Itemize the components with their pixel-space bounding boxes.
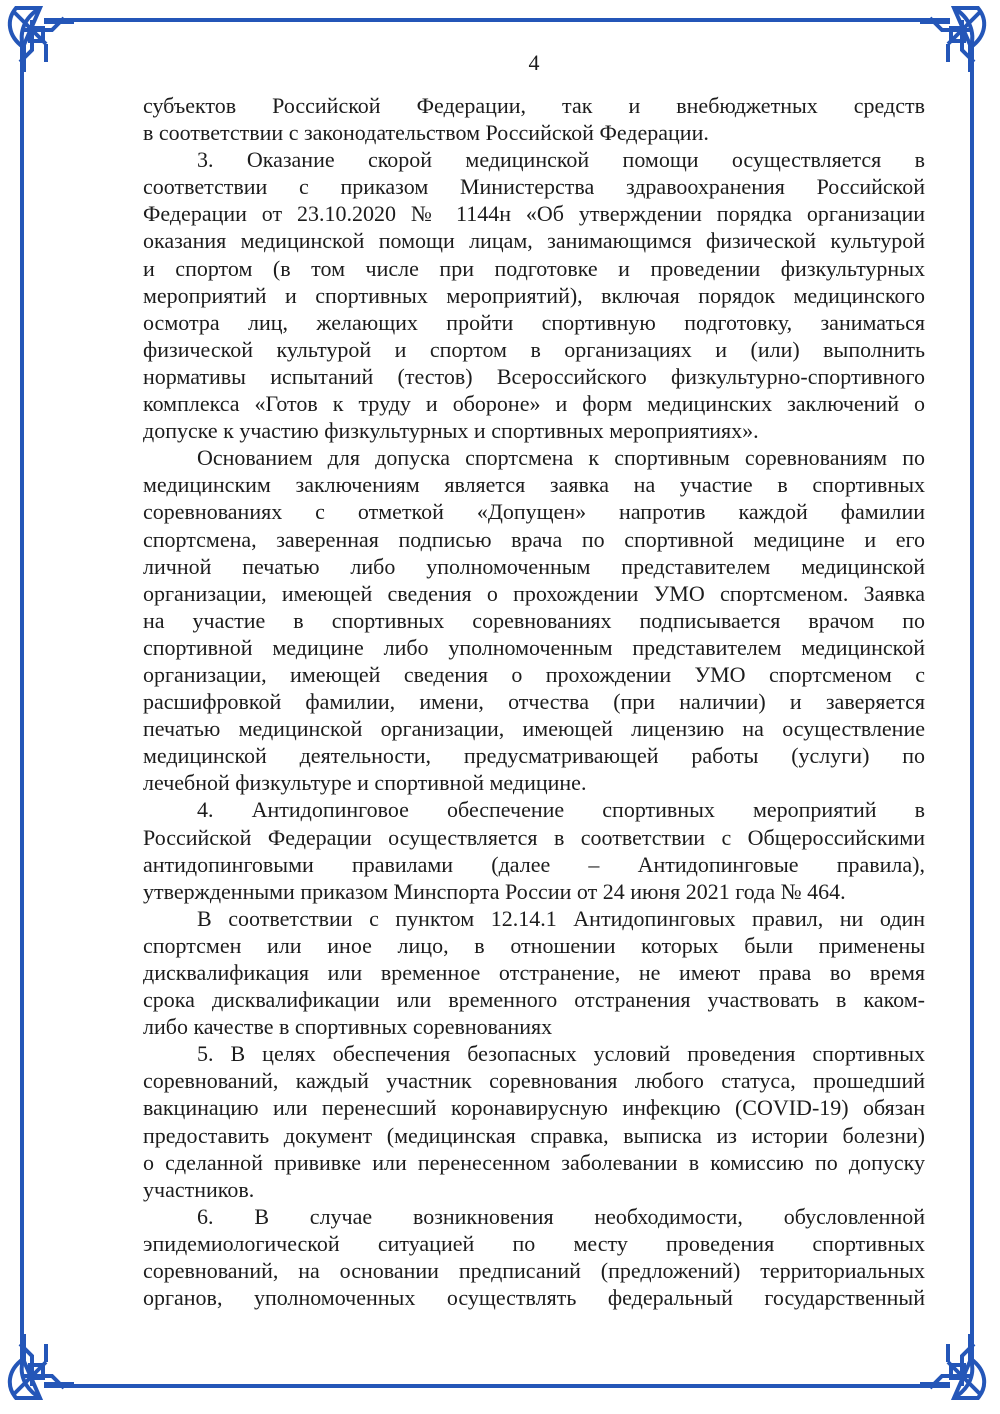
text-line: организации, имеющей сведения о прохождении УМО спортсменом. Заявка <box>143 580 925 606</box>
text-line: спортсмен или иное лицо, в отношении которых были применены <box>143 932 925 958</box>
text-line: расшифровкой фамилии, имени, отчества (при наличии) и заверяется <box>143 689 925 715</box>
text-line: вакцинацию или перенесший коронавирусную инфекцию (COVID-19) обязан <box>143 1095 925 1121</box>
text-line: В соответствии с пунктом 12.14.1 Антидопинговых правил, ни один <box>197 905 925 931</box>
page-border-bottom <box>44 1384 950 1388</box>
text-line: спортивной медицине либо уполномоченным представителем медицинской <box>143 634 925 660</box>
text-line: участников. <box>143 1176 255 1202</box>
text-line: печатью медицинской организации, имеющей лицензию на осуществление <box>143 716 925 742</box>
text-line: на участие в спортивных соревнованиях подписывается врачом по <box>143 607 925 633</box>
text-line: утвержденными приказом Минспорта России от 24 июня 2021 года № 464. <box>143 878 846 904</box>
text-line: нормативы испытаний (тестов) Всероссийского физкультурно-спортивного <box>143 363 925 389</box>
text-line: соответствии с приказом Министерства здравоохранения Российской <box>143 174 925 200</box>
text-line: мероприятий и спортивных мероприятий), включая порядок медицинского <box>143 282 925 308</box>
text-line: оказания медицинской помощи лицам, занимающимся физической культурой <box>143 228 925 254</box>
text-line: соревнований, каждый участник соревнования любого статуса, прошедший <box>143 1068 925 1094</box>
text-line: физической культурой и спортом в организациях и (или) выполнить <box>143 336 925 362</box>
text-line: предоставить документ (медицинская справка, выписка из истории болезни) <box>143 1122 925 1148</box>
paragraph <box>143 905 925 1040</box>
text-line: комплекса «Готов к труду и обороне» и форм медицинских заключений о <box>143 391 925 417</box>
document-body <box>143 92 925 1311</box>
text-line: Основанием для допуска спортсмена к спортивным соревнованиям по <box>197 445 925 471</box>
corner-ornament-icon <box>4 2 74 72</box>
text-line: личной печатью либо уполномоченным представителем медицинской <box>143 553 925 579</box>
text-line: антидопинговыми правилами (далее – Антидопинговые правила), <box>143 851 925 877</box>
text-line: либо качестве в спортивных соревнованиях <box>143 1014 553 1040</box>
text-line: 3. Оказание скорой медицинской помощи осуществляется в <box>197 147 925 173</box>
text-line: соревнованиях с отметкой «Допущен» напротив каждой фамилии <box>143 499 925 525</box>
corner-ornament-icon <box>920 2 990 72</box>
text-line: медицинским заключениям является заявка на участие в спортивных <box>143 472 925 498</box>
page-border-left <box>20 44 24 1362</box>
paragraph <box>143 1040 925 1203</box>
paragraph <box>143 146 925 444</box>
text-line: органов, уполномоченных осуществлять федеральный государственный <box>143 1285 925 1311</box>
text-line: Российской Федерации осуществляется в соответствии с Общероссийскими <box>143 824 925 850</box>
corner-ornament-icon <box>920 1334 990 1404</box>
text-line: 6. В случае возникновения необходимости, обусловленной <box>197 1203 925 1229</box>
text-line: срока дисквалификации или временного отстранения участвовать в каком- <box>143 987 925 1013</box>
text-line: 4. Антидопинговое обеспечение спортивных мероприятий в <box>197 797 925 823</box>
page-border-right <box>970 44 974 1362</box>
text-line: о сделанной прививке или перенесенном заболевании в комиссию по допуску <box>143 1149 925 1175</box>
text-line: дисквалификация или временное отстранение, не имеют права во время <box>143 960 925 985</box>
text-line: и спортом (в том числе при подготовке и проведении физкультурных <box>143 255 925 281</box>
text-line: допуске к участию физкультурных и спортивных мероприятиях». <box>143 418 759 444</box>
text-line: 5. В целях обеспечения безопасных условий проведения спортивных <box>197 1041 925 1067</box>
page-number: 4 <box>528 50 540 75</box>
page-border-top <box>44 18 950 22</box>
text-line: осмотра лиц, желающих пройти спортивную подготовку, заниматься <box>143 309 925 335</box>
paragraph <box>143 92 925 146</box>
text-line: организации, имеющей сведения о прохождении УМО спортсменом с <box>143 661 925 687</box>
text-line: медицинской деятельности, предусматривающей работы (услуги) по <box>143 743 925 769</box>
text-line: Федерации от 23.10.2020 № 1144н «Об утверждении порядка организации <box>143 201 925 227</box>
text-line: в соответствии с законодательством Российской Федерации. <box>143 120 709 146</box>
text-line: спортсмена, заверенная подписью врача по спортивной медицине и его <box>143 526 925 552</box>
text-line: соревнований, на основании предписаний (предложений) территориальных <box>143 1258 925 1284</box>
corner-ornament-icon <box>4 1334 74 1404</box>
paragraph <box>143 444 925 796</box>
paragraph <box>143 1203 925 1311</box>
paragraph <box>143 796 925 904</box>
text-line: субъектов Российской Федерации, так и внебюджетных средств <box>143 93 925 118</box>
text-line: эпидемиологической ситуацией по месту проведения спортивных <box>143 1230 925 1256</box>
text-line: лечебной физкультуре и спортивной медицине. <box>143 770 587 796</box>
